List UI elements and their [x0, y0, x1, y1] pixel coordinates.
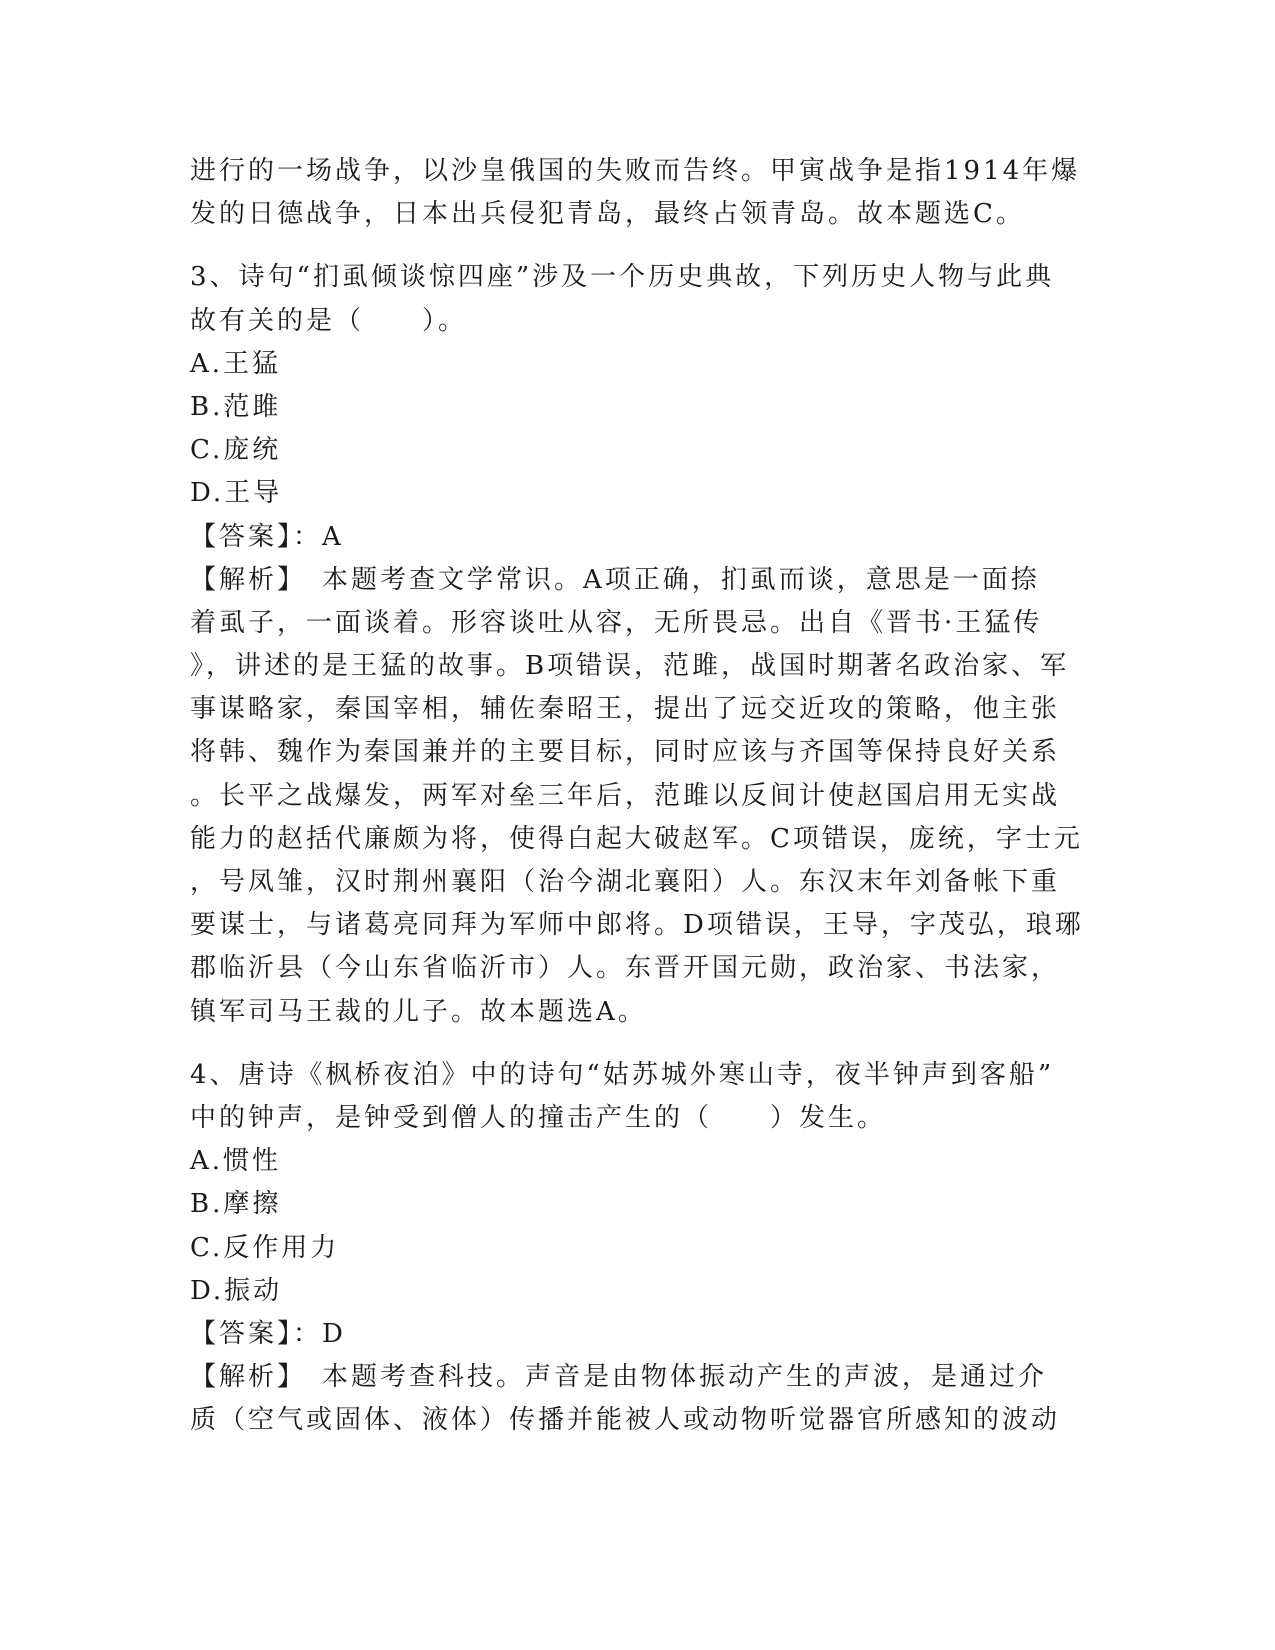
analysis-line: 》，讲述的是王猛的故事。B项错误，范雎，战国时期著名政治家、军 [190, 651, 1070, 682]
analysis-line: 质（空气或固体、液体）传播并能被人或动物听觉器官所感知的波动 [190, 1405, 1061, 1436]
option-d: D.振动 [190, 1275, 283, 1306]
answer-line: 【答案】：A [190, 521, 344, 552]
option-b: B.范雎 [190, 391, 282, 422]
paragraph-gap [190, 1034, 1090, 1054]
analysis-line: 【解析】 本题考查文学常识。A项正确，扪虱而谈，意思是一面捺 [190, 564, 1040, 595]
option-c: C.庞统 [190, 435, 282, 466]
option-a: A.惯性 [190, 1146, 282, 1177]
analysis-line: 能力的赵括代廉颇为将，使得白起大破赵军。C项错误，庞统，字士元 [190, 823, 1083, 854]
answer-line: 【答案】：D [190, 1318, 346, 1349]
analysis-line: 郡临沂县（今山东省临沂市）人。东晋开国元勋，政治家、书法家， [190, 953, 1061, 984]
option-a: A.王猛 [190, 348, 282, 379]
document-content [190, 150, 1090, 1442]
option-b: B.摩擦 [190, 1189, 282, 1220]
analysis-line: 。长平之战爆发，两军对垒三年后，范雎以反间计使赵国启用无实战 [190, 780, 1061, 811]
analysis-line: 将韩、魏作为秦国兼并的主要目标，同时应该与齐国等保持良好关系 [190, 737, 1061, 768]
question-stem-line: 故有关的是（ ）。 [190, 305, 468, 336]
question-stem-line: 3、诗句“扪虱倾谈惊四座”涉及一个历史典故，下列历史人物与此典 [190, 262, 1055, 293]
question-3 [190, 256, 1090, 1033]
paragraph-gap [190, 236, 1090, 256]
analysis-line: 事谋略家，秦国宰相，辅佐秦昭王，提出了远交近攻的策略，他主张 [190, 694, 1061, 725]
analysis-line: 镇军司马王裁的儿子。故本题选A。 [190, 996, 647, 1027]
question-4 [190, 1054, 1090, 1443]
text-line: 发的日德战争，日本出兵侵犯青岛，最终占领青岛。故本题选C。 [190, 199, 1025, 230]
analysis-line: 要谋士，与诸葛亮同拜为军师中郎将。D项错误，王导，字茂弘，琅琊 [190, 910, 1084, 941]
question-stem-line: 中的钟声，是钟受到僧人的撞击产生的（ ）发生。 [190, 1102, 887, 1133]
option-c: C.反作用力 [190, 1232, 340, 1263]
prev-question-analysis-continuation [190, 150, 1090, 236]
analysis-line: 【解析】 本题考查科技。声音是由物体振动产生的声波，是通过介 [190, 1362, 1048, 1393]
text-line: 进行的一场战争，以沙皇俄国的失败而告终。甲寅战争是指1914年爆 [190, 156, 1081, 186]
question-stem-line: 4、唐诗《枫桥夜泊》中的诗句“姑苏城外寒山寺，夜半钟声到客船” [190, 1059, 1055, 1090]
analysis-line: 着虱子，一面谈着。形容谈吐从容，无所畏忌。出自《晋书·王猛传 [190, 607, 1043, 638]
analysis-line: ，号凤雏，汉时荆州襄阳（治今湖北襄阳）人。东汉末年刘备帐下重 [190, 867, 1061, 897]
option-d: D.王导 [190, 478, 283, 509]
